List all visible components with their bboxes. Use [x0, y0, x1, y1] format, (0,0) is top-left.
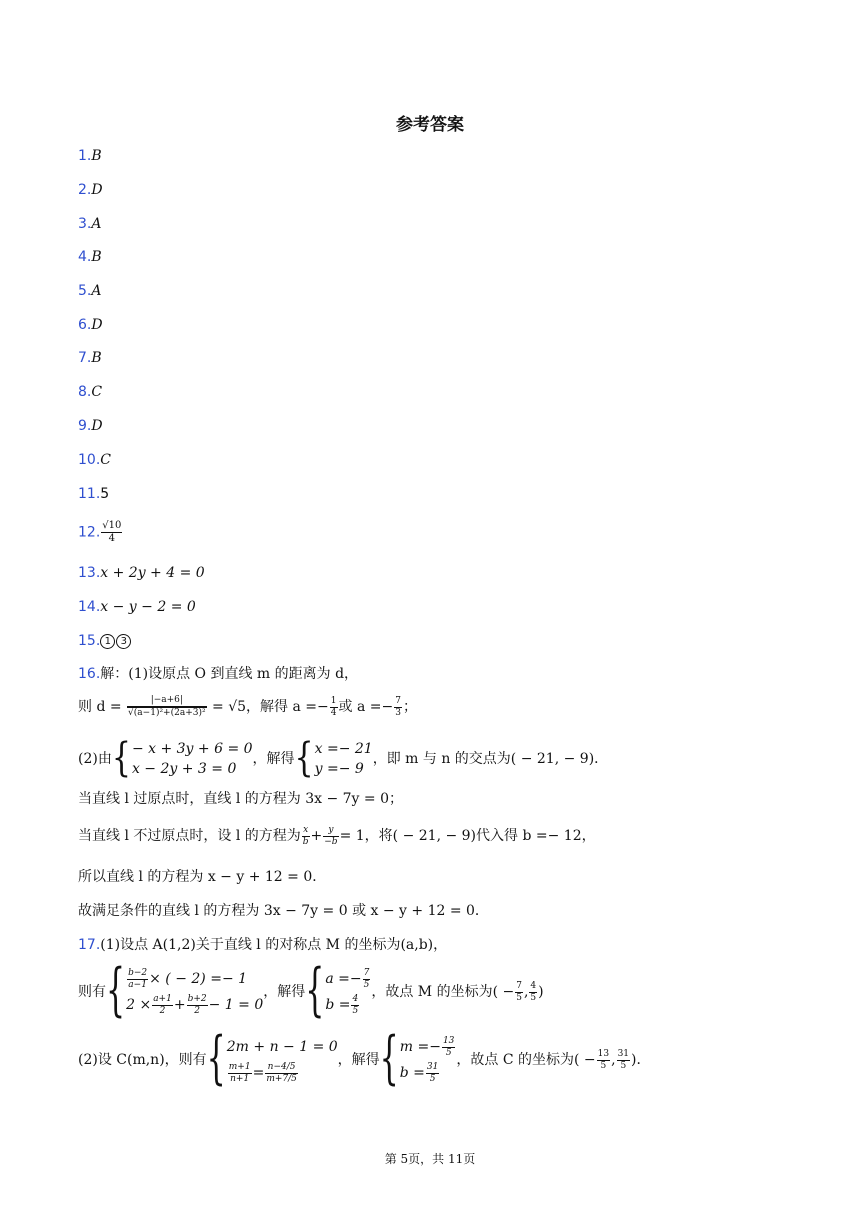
answer-number: 13. — [78, 565, 101, 581]
q17-text: ，故点 C 的坐标为( − — [456, 1052, 596, 1068]
equation-rest: − 1 = 0 — [208, 997, 264, 1013]
answer-13 — [78, 564, 205, 582]
fraction-denominator: 5 — [363, 979, 370, 990]
answer-9 — [78, 417, 103, 435]
fraction-numerator: 13 — [597, 1048, 610, 1059]
answer-number: 14. — [78, 599, 101, 615]
answer-4 — [78, 248, 102, 266]
q17-text: ，故点 M 的坐标为( − — [371, 984, 515, 1000]
q16-line-3 — [78, 734, 609, 782]
q16-line-2 — [78, 690, 417, 724]
circled-number: 1 — [100, 634, 115, 649]
equation-part: a =− — [325, 971, 362, 987]
page-footer: 第 5页，共 11页 — [384, 1152, 476, 1166]
fraction-numerator: b+2 — [187, 993, 207, 1004]
answer-number: 1. — [78, 148, 92, 164]
q17-line-1 — [78, 936, 447, 954]
answer-number: 15. — [78, 633, 101, 649]
fraction-denominator: m+7/5 — [266, 1073, 297, 1084]
fraction-numerator: b−2 — [128, 967, 148, 978]
fraction-numerator: m+1 — [228, 1061, 251, 1072]
q17-text: ，解得 — [263, 984, 306, 1000]
equation-part: b = — [325, 997, 351, 1013]
answer-value: B — [91, 148, 102, 164]
system-brace: { — [379, 1025, 399, 1093]
answer-6 — [78, 316, 103, 334]
q16-text: = 1，将( − 21, − 9)代入得 b =− 12， — [339, 828, 596, 844]
answer-number: 9. — [78, 418, 92, 434]
fraction — [529, 981, 537, 1004]
q16-text: 当直线 l 不过原点时，设 l 的方程为 — [78, 828, 301, 844]
q17-text: ，解得 — [337, 1052, 380, 1068]
q17-line-3 — [78, 1025, 651, 1093]
solution-system — [400, 1034, 457, 1086]
q17-text: ) — [538, 984, 544, 1000]
q16-text: 或 a =− — [338, 699, 394, 715]
fraction-numerator: 7 — [363, 967, 370, 978]
answer-number: 8. — [78, 384, 92, 400]
q16-line-6 — [78, 868, 326, 886]
solution-system — [315, 739, 373, 779]
fraction — [363, 968, 371, 991]
fraction-denominator: 5 — [600, 1060, 607, 1071]
fraction — [330, 696, 338, 719]
fraction-numerator: 31 — [426, 1061, 439, 1072]
system-brace: { — [294, 734, 314, 782]
fraction-denominator: n+1 — [230, 1073, 250, 1084]
answer-14 — [78, 598, 196, 616]
equation-part: b = — [399, 1065, 425, 1081]
fraction-denominator: √(a−1)²+(2a+3)² — [128, 708, 206, 718]
plus-sign: + — [310, 828, 323, 844]
answer-3 — [78, 215, 101, 233]
q17-text: (1)设点 A(1,2)关于直线 l 的对称点 M 的坐标为(a,b)， — [100, 937, 448, 953]
q17-text: )． — [631, 1052, 651, 1068]
equation-part: 2 × — [126, 997, 152, 1013]
fraction — [228, 1062, 252, 1085]
answer-number: 3. — [78, 216, 92, 232]
fraction — [617, 1049, 630, 1072]
equation: y =− 9 — [314, 761, 364, 777]
system-brace: { — [111, 734, 131, 782]
system-brace: { — [305, 957, 325, 1025]
fraction — [127, 968, 148, 991]
q16-text: 解：(1)设原点 O 到直线 m 的距离为 d， — [100, 666, 359, 682]
answer-12 — [78, 520, 123, 545]
answer-value: A — [91, 283, 102, 299]
fraction-numerator: n−4/5 — [265, 1062, 298, 1074]
q16-text: = √5，解得 a =− — [212, 699, 329, 715]
q16-line-5 — [78, 822, 596, 850]
equation: x − 2y + 3 = 0 — [131, 761, 237, 777]
answer-number: 5. — [78, 283, 92, 299]
answer-number: 2. — [78, 182, 92, 198]
q16-text: ； — [402, 699, 417, 715]
fraction-denominator: b — [302, 836, 309, 847]
equation — [400, 1060, 457, 1086]
answer-number: 17. — [78, 937, 101, 953]
fraction — [442, 1036, 455, 1059]
answer-value: B — [91, 350, 102, 366]
fraction-denominator: 3 — [395, 707, 401, 718]
q17-text: (2)设 C(m,n)，则有 — [78, 1052, 207, 1068]
fraction-denominator: 5 — [445, 1047, 452, 1058]
fraction-numerator: 1 — [330, 695, 337, 706]
equation-part: m =− — [399, 1039, 441, 1055]
fraction-numerator: 31 — [617, 1048, 630, 1059]
answer-number: 12. — [78, 524, 101, 541]
fraction-numerator: 13 — [442, 1035, 455, 1046]
q16-text: 则 d = — [78, 699, 122, 715]
plus-sign: + — [173, 997, 186, 1013]
answer-value: D — [91, 317, 103, 333]
answer-value: x + 2y + 4 = 0 — [100, 565, 205, 581]
fraction-numerator: a+1 — [153, 993, 172, 1004]
fraction-numerator: |−a+6| — [127, 695, 207, 707]
equation-rest: × ( − 2) =− 1 — [149, 971, 248, 987]
fraction-numerator: 7 — [516, 980, 522, 991]
fraction — [426, 1062, 439, 1085]
fraction — [187, 994, 208, 1017]
fraction — [597, 1049, 610, 1072]
fraction — [394, 696, 402, 719]
q17-text: 则有 — [78, 984, 106, 1000]
answer-fraction — [101, 520, 122, 545]
radicand: (a−1)²+(2a+3)² — [133, 708, 206, 718]
q16-text: ，即 m 与 n 的交点为( − 21, − 9)． — [372, 751, 609, 767]
q16-text: (2)由 — [78, 751, 112, 767]
equation — [325, 992, 371, 1018]
fraction-denominator: 4 — [108, 533, 115, 544]
answer-7 — [78, 349, 102, 367]
answer-value: x − y − 2 = 0 — [100, 599, 196, 615]
answer-value: A — [91, 216, 102, 232]
q16-text: 所以直线 l 的方程为 x − y + 12 = 0． — [78, 869, 327, 885]
answer-1 — [78, 147, 102, 165]
equals-sign: = — [252, 1065, 265, 1081]
fraction-denominator: −b — [324, 836, 338, 847]
equation: x =− 21 — [314, 741, 373, 757]
answer-5 — [78, 282, 101, 300]
answer-value: B — [91, 249, 102, 265]
answer-8 — [78, 383, 102, 401]
fraction-denominator: 2 — [194, 1005, 200, 1016]
fraction — [515, 981, 523, 1004]
equation — [126, 966, 263, 992]
answer-11 — [78, 485, 109, 503]
equation — [126, 992, 263, 1018]
fraction-denominator: 4 — [330, 707, 337, 718]
fraction-numerator: 4 — [352, 993, 359, 1004]
system-brace: { — [106, 957, 126, 1025]
equation — [227, 1060, 338, 1086]
equation — [400, 1034, 457, 1060]
equation — [325, 966, 371, 992]
answer-value: C — [100, 452, 111, 468]
answer-number: 10. — [78, 452, 101, 468]
equation-system — [227, 1034, 338, 1086]
fraction — [323, 825, 338, 848]
answer-2 — [78, 181, 103, 199]
fraction-denominator: a−1 — [128, 979, 147, 990]
comma: , — [523, 984, 529, 1000]
answer-value: 5 — [100, 486, 110, 502]
equation-system — [132, 739, 253, 779]
q16-line-7 — [78, 902, 489, 920]
fraction-numerator: √10 — [102, 520, 122, 531]
fraction-numerator: x — [303, 824, 309, 835]
fraction-denominator: 2 — [159, 1005, 166, 1016]
q16-text: ，解得 — [252, 751, 295, 767]
comma: , — [611, 1052, 616, 1068]
q16-text: 故满足条件的直线 l 的方程为 3x − 7y = 0 或 x − y + 12 = 0． — [78, 903, 489, 919]
fraction — [152, 994, 173, 1017]
equation: − x + 3y + 6 = 0 — [131, 741, 253, 757]
page-title: 参考答案 — [396, 115, 464, 135]
answer-value: D — [91, 182, 103, 198]
fraction-denominator: 5 — [620, 1060, 627, 1071]
fraction-numerator: 7 — [395, 695, 401, 706]
answer-number: 4. — [78, 249, 92, 265]
answer-number: 6. — [78, 317, 92, 333]
answer-number: 16. — [78, 666, 101, 682]
circled-number: 3 — [116, 634, 131, 649]
fraction-numerator: 4 — [530, 980, 537, 991]
answer-number: 7. — [78, 350, 92, 366]
system-brace: { — [206, 1025, 226, 1093]
fraction-denominator: 5 — [352, 1005, 359, 1016]
solution-system — [325, 966, 371, 1018]
answer-15 — [78, 632, 132, 650]
q17-line-2 — [78, 957, 544, 1025]
answer-value: D — [91, 418, 103, 434]
fraction-denominator: 5 — [516, 992, 522, 1003]
equation-system — [126, 966, 263, 1018]
answer-number: 11. — [78, 486, 101, 502]
fraction — [351, 994, 359, 1017]
q16-line-1 — [78, 665, 358, 683]
q16-line-4 — [78, 790, 403, 808]
answer-10 — [78, 451, 111, 469]
distance-fraction — [127, 695, 207, 719]
fraction-numerator: y — [323, 825, 338, 837]
fraction-denominator: 5 — [429, 1073, 436, 1084]
q16-text: 当直线 l 过原点时，直线 l 的方程为 3x − 7y = 0； — [78, 791, 403, 807]
fraction-denominator: 5 — [530, 992, 537, 1003]
fraction — [265, 1062, 298, 1085]
equation: 2m + n − 1 = 0 — [226, 1039, 338, 1055]
fraction — [302, 825, 310, 848]
answer-value: C — [91, 384, 103, 400]
